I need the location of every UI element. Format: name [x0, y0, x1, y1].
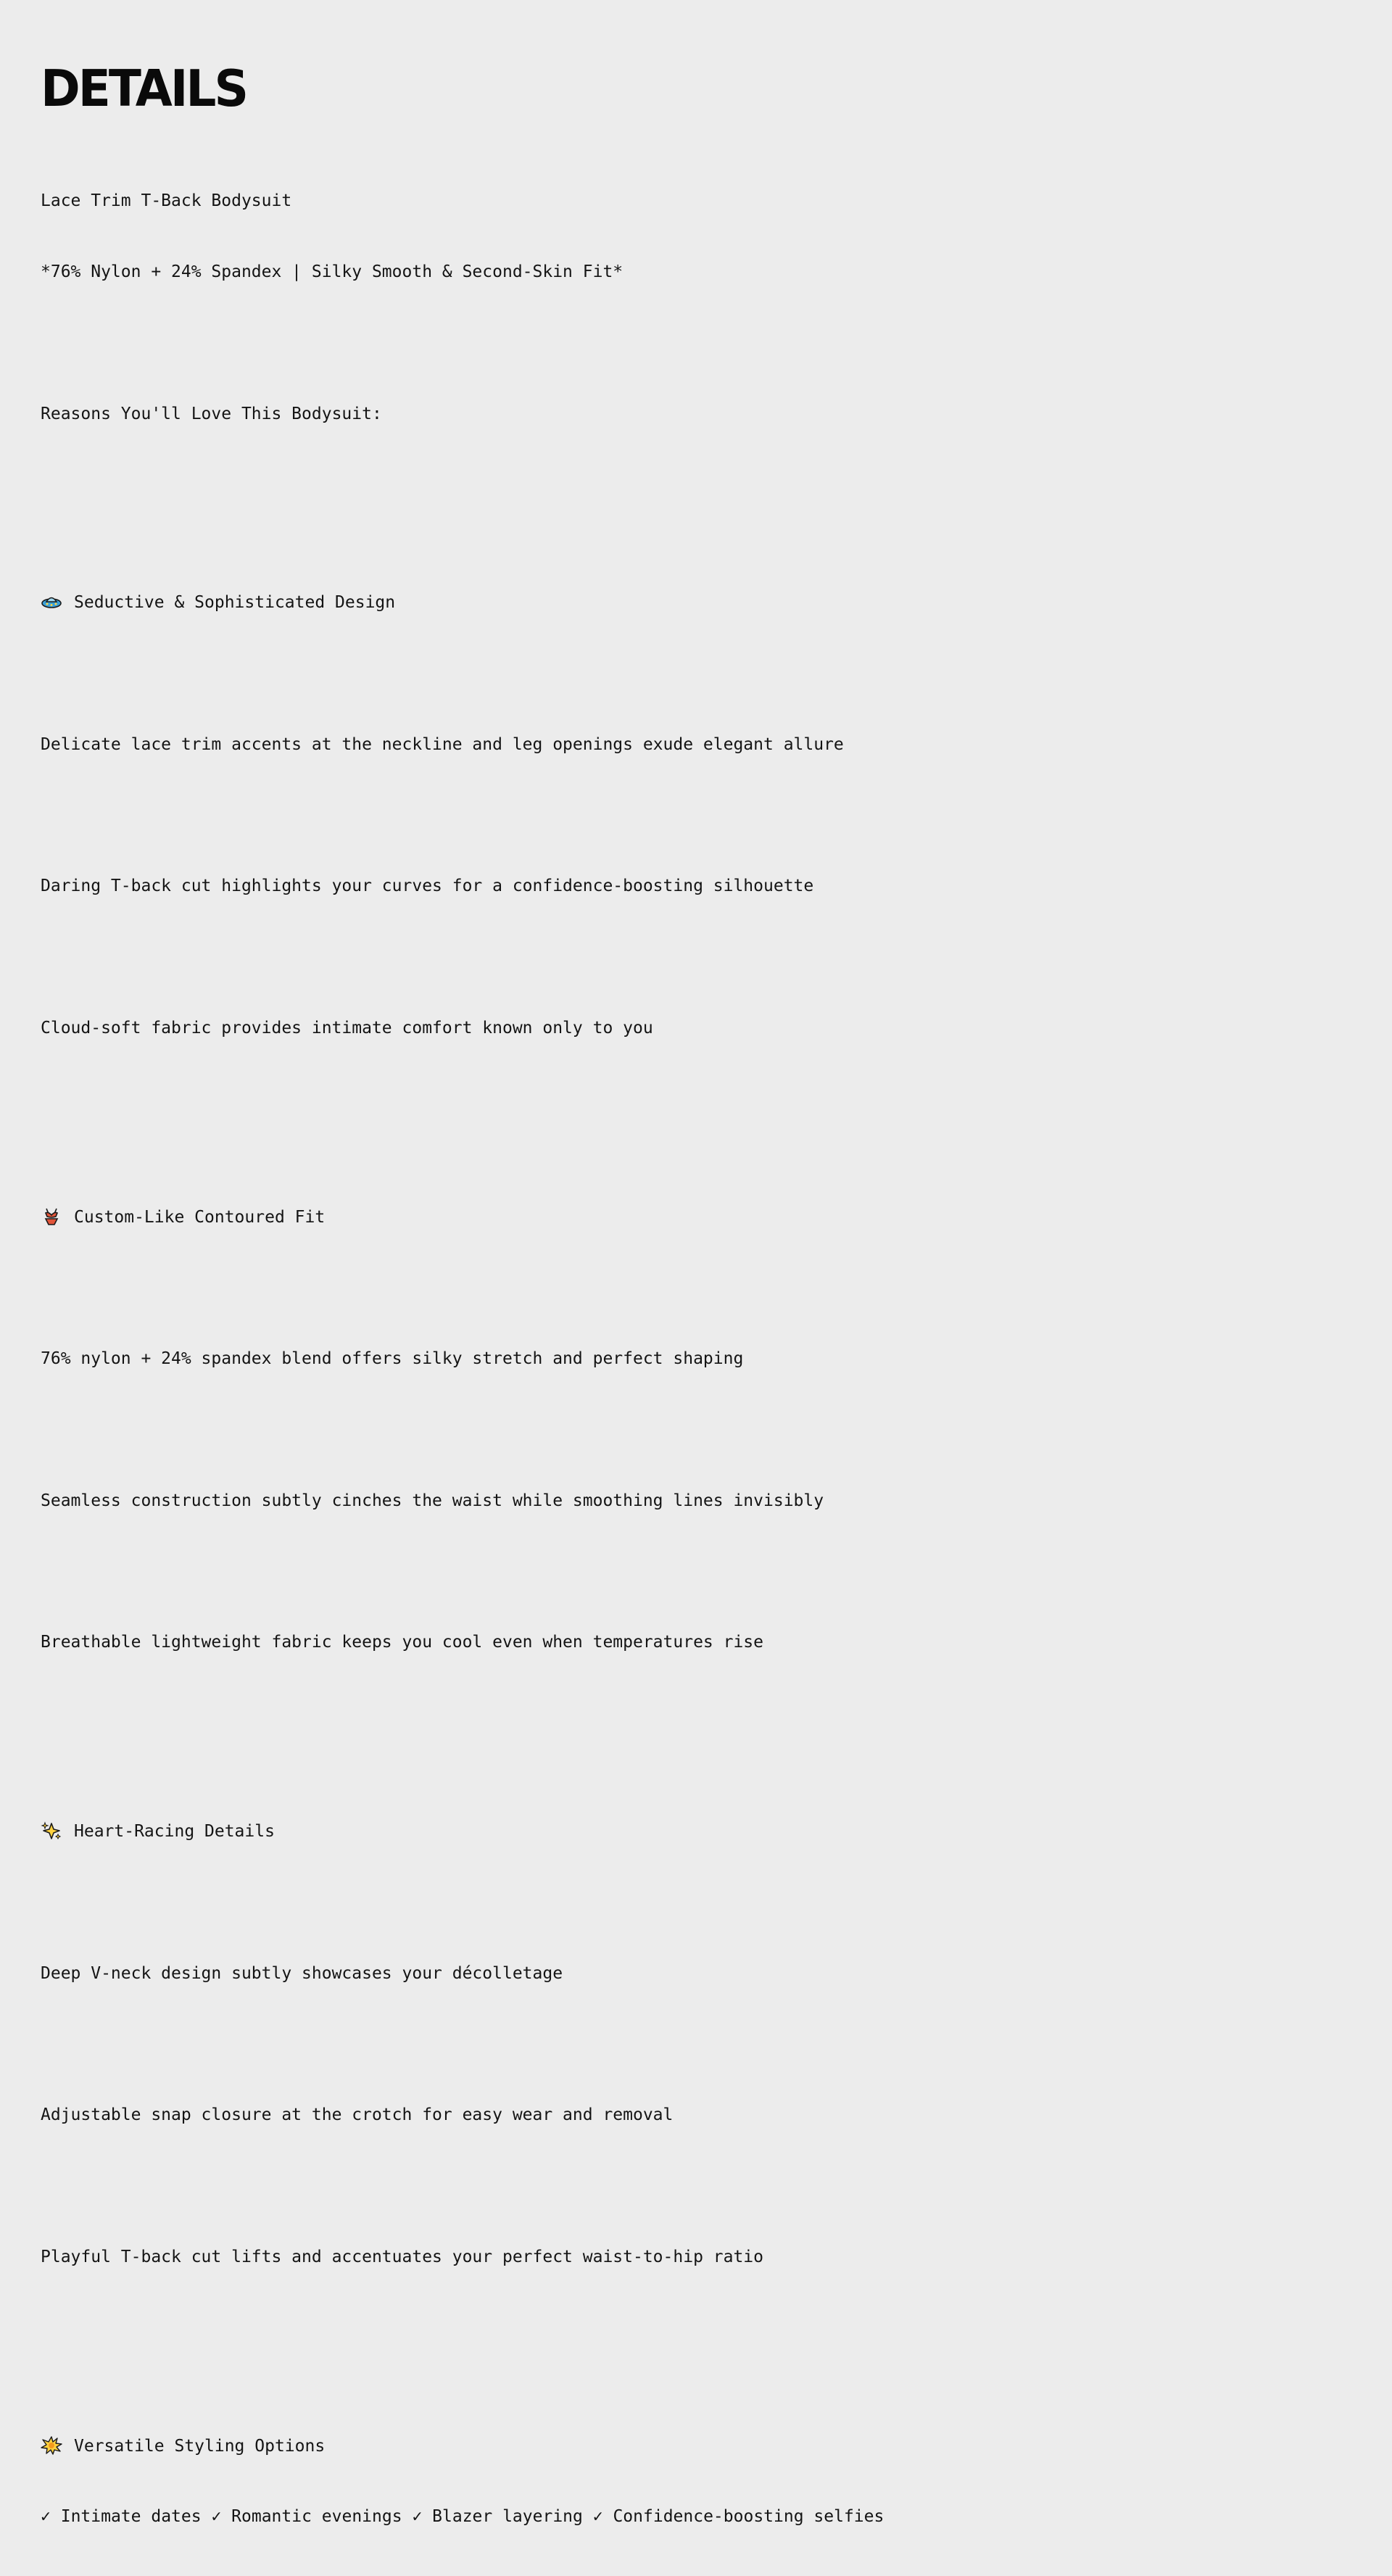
- section-point: Deep V-neck design subtly showcases your décolletage: [41, 1963, 563, 1983]
- check-icon: ✓: [41, 2507, 51, 2527]
- section-point: 76% nylon + 24% spandex blend offers silky stretch and perfect shaping: [41, 1349, 744, 1369]
- reasons-title: Reasons You'll Love This Bodysuit:: [41, 404, 382, 423]
- section-heading-details: [41, 1820, 1392, 1844]
- section-title: Heart-Racing Details: [74, 1822, 275, 1842]
- styling-option: Blazer layering: [432, 2507, 583, 2527]
- styling-option: Intimate dates: [60, 2507, 202, 2527]
- check-icon: ✓: [211, 2507, 222, 2527]
- flying-saucer-icon: [41, 592, 62, 611]
- section-title: Versatile Styling Options: [74, 2436, 326, 2456]
- section-point: Cloud-soft fabric provides intimate comfort known only to you: [41, 1018, 653, 1038]
- sparkles-icon: [41, 1821, 62, 1840]
- bikini-icon: [41, 1207, 62, 1226]
- section-point: Adjustable snap closure at the crotch for easy wear and removal: [41, 2105, 674, 2125]
- product-name: Lace Trim T-Back Bodysuit: [41, 191, 292, 211]
- section-point: Daring T-back cut highlights your curves for a confidence-boosting silhouette: [41, 877, 814, 896]
- section-point: Delicate lace trim accents at the neckline and leg openings exude elegant allure: [41, 734, 844, 754]
- check-icon: ✓: [412, 2507, 423, 2527]
- check-icon: ✓: [592, 2507, 603, 2527]
- section-heading-design: [41, 591, 1392, 615]
- page-title: DETAILS: [41, 59, 246, 118]
- styling-option: Confidence-boosting selfies: [613, 2507, 884, 2527]
- section-point: Seamless construction subtly cinches the waist while smoothing lines invisibly: [41, 1491, 824, 1510]
- section-title: Seductive & Sophisticated Design: [74, 593, 396, 613]
- styling-option: Romantic evenings: [231, 2507, 402, 2527]
- styling-options: [41, 2505, 1392, 2529]
- details-body: [41, 142, 1392, 2576]
- collision-icon: [41, 2436, 62, 2455]
- section-heading-fit: [41, 1206, 1392, 1230]
- product-tagline: *76% Nylon + 24% Spandex | Silky Smooth & Second-Skin Fit*: [41, 262, 624, 281]
- section-title: Custom-Like Contoured Fit: [74, 1207, 326, 1227]
- section-heading-styling: [41, 2435, 1392, 2459]
- section-point: Playful T-back cut lifts and accentuates your perfect waist-to-hip ratio: [41, 2247, 763, 2266]
- section-point: Breathable lightweight fabric keeps you cool even when temperatures rise: [41, 1633, 763, 1652]
